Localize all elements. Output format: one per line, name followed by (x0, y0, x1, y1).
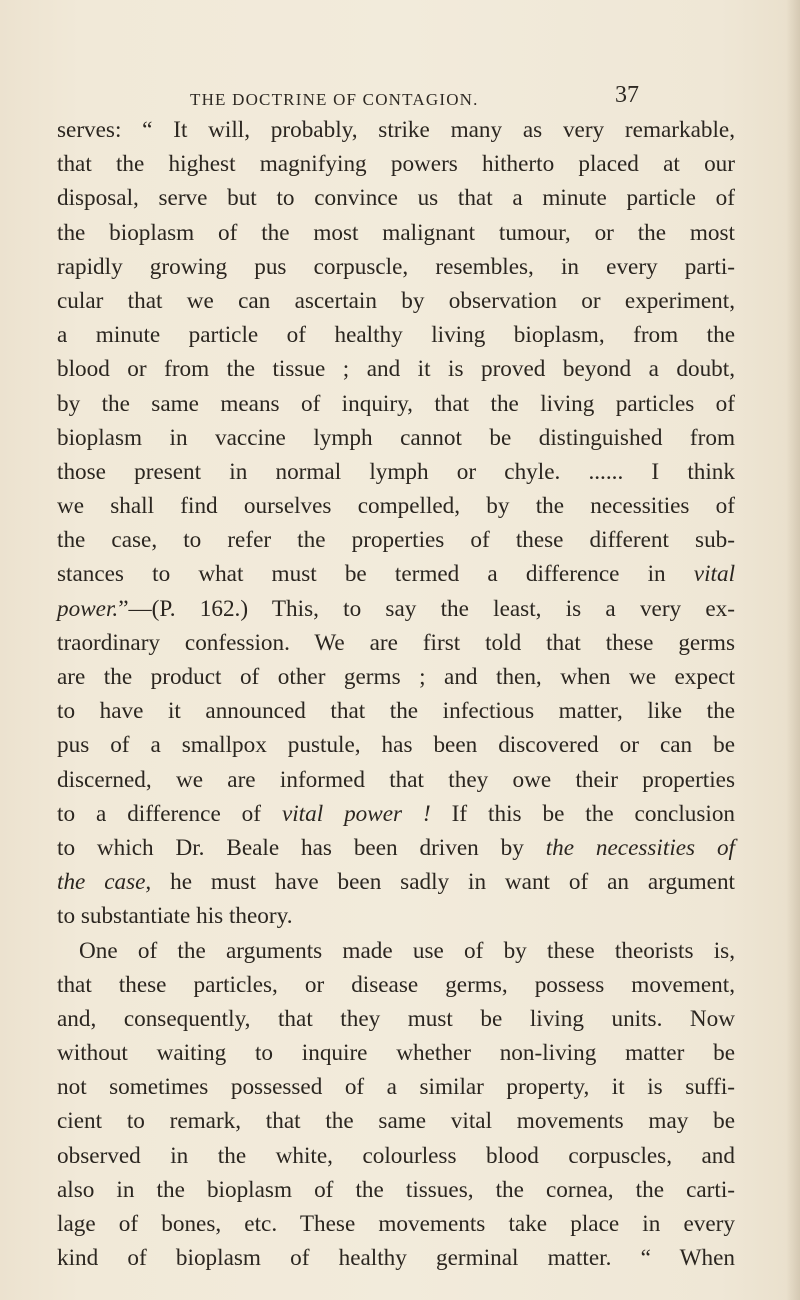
text-line (57, 352, 735, 386)
line-text: by the same means of inquiry, that the living particles of (57, 390, 735, 417)
line-text: to substantiate his theory. (57, 903, 293, 930)
text-line (57, 387, 735, 421)
text-line (57, 147, 735, 181)
line-text: observed in the white, colourless blood corpuscles, and (57, 1142, 735, 1169)
line-text: to a difference of (57, 800, 261, 827)
text-line (57, 865, 735, 899)
line-text: If this be the conclusion (451, 800, 736, 827)
line-text: serves: “ It will, probably, strike many as very remarkable, (57, 117, 735, 143)
text-line (57, 1241, 735, 1275)
line-text: that the highest magnifying powers hitherto placed at our (57, 151, 735, 178)
text-line (57, 523, 735, 557)
line-text: discerned, we are informed that they owe their properties (57, 766, 735, 793)
line-text: traordinary confession. We are first told that these germs (57, 629, 735, 656)
text-line (57, 113, 735, 147)
line-text: disposal, serve but to convince us that a minute particle of (57, 185, 735, 212)
italic-text: vital power ! (281, 800, 431, 827)
line-text: rapidly growing pus corpuscle, resembles, in every parti- (57, 253, 735, 280)
line-text: are the product of other germs ; and then, when we expect (57, 664, 735, 690)
text-line (57, 831, 735, 865)
text-line (57, 592, 735, 626)
text-line (57, 1070, 735, 1104)
text-line (57, 1207, 735, 1241)
text-line (57, 181, 735, 215)
text-line (57, 1002, 735, 1036)
page-edge-shadow (786, 0, 800, 1300)
line-text: One of the arguments made use of by these theorists is, (79, 937, 735, 964)
italic-text: the necessities of (545, 834, 736, 861)
text-line (57, 455, 735, 489)
text-line (57, 421, 735, 455)
italic-text: power. (57, 595, 119, 622)
line-text: also in the bioplasm of the tissues, the cornea, the carti- (57, 1176, 735, 1203)
text-line (57, 763, 735, 797)
line-text: those present in normal lymph or chyle. ...... I think (57, 458, 735, 485)
text-line (57, 797, 735, 831)
text-line (57, 728, 735, 762)
text-line (57, 1139, 735, 1173)
line-text: without waiting to inquire whether non-living matter be (57, 1040, 735, 1067)
line-text: that these particles, or disease germs, possess movement, (57, 971, 735, 998)
line-text: bioplasm in vaccine lymph cannot be distinguished from (57, 424, 735, 451)
text-line (57, 250, 735, 284)
line-text: lage of bones, etc. These movements take place in every (57, 1211, 735, 1237)
line-text: and, consequently, that they must be living units. Now (57, 1005, 735, 1032)
line-text: blood or from the tissue ; and it is proved beyond a doubt, (57, 356, 735, 383)
line-text: to have it announced that the infectious matter, like the (57, 698, 735, 725)
text-line (57, 934, 735, 968)
text-line (57, 626, 735, 660)
text-line (57, 489, 735, 523)
line-text: pus of a smallpox pustule, has been discovered or can be (57, 732, 735, 759)
line-text: he must have been sadly in want of an argument (170, 869, 735, 896)
text-line (57, 216, 735, 250)
body-text (57, 113, 735, 1275)
text-line (57, 1036, 735, 1070)
line-text: the bioplasm of the most malignant tumour, or the most (57, 219, 735, 246)
line-text: not sometimes possessed of a similar property, it is suffi- (57, 1074, 735, 1101)
text-line (57, 1104, 735, 1138)
running-head: THE DOCTRINE OF CONTAGION. (190, 90, 479, 109)
text-line (57, 968, 735, 1002)
text-line (57, 694, 735, 728)
text-line (57, 284, 735, 318)
text-line (57, 1173, 735, 1207)
text-line (57, 899, 735, 933)
line-text: stances to what must be termed a difference in (57, 561, 666, 588)
line-text: a minute particle of healthy living bioplasm, from the (57, 322, 735, 349)
line-text: we shall find ourselves compelled, by the necessities of (57, 493, 735, 520)
line-text: the case, to refer the properties of these different sub- (57, 527, 735, 554)
line-text: cient to remark, that the same vital movements may be (57, 1108, 735, 1135)
text-line (57, 318, 735, 352)
line-text: ”—(P. 162.) This, to say the least, is a very ex- (118, 595, 735, 622)
line-text: to which Dr. Beale has been driven by (57, 834, 524, 861)
page-number: 37 (615, 82, 639, 108)
text-line (57, 660, 735, 694)
line-text: kind of bioplasm of healthy germinal matter. “ When (57, 1245, 735, 1272)
italic-text: vital (693, 561, 736, 588)
italic-text: the case, (57, 869, 152, 896)
line-text: cular that we can ascertain by observation or experiment, (57, 287, 735, 314)
text-line (57, 557, 735, 591)
